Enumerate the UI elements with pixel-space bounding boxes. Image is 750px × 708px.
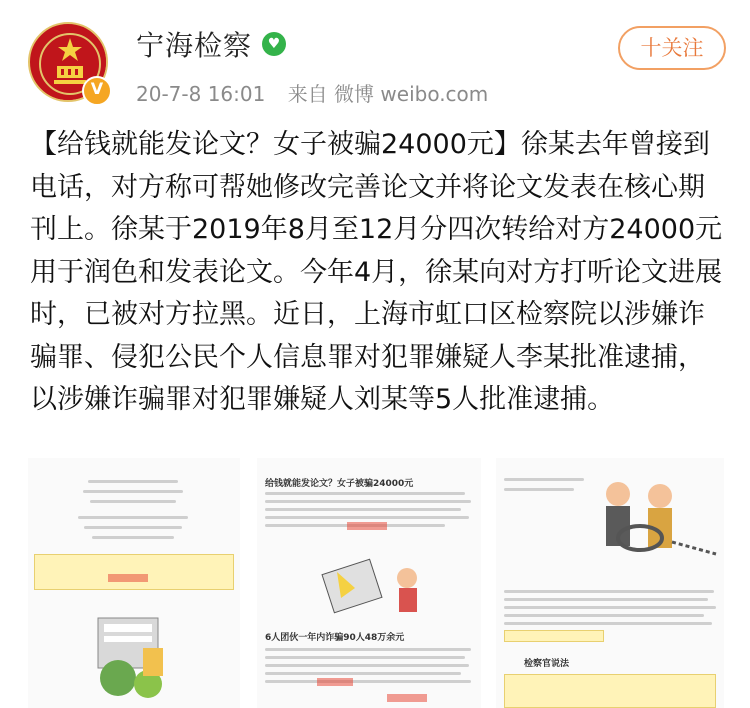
verified-badge-icon: V: [82, 76, 112, 106]
image-2-title: 给钱就能发论文？女子被骗24000元: [265, 479, 414, 489]
post-image-1[interactable]: [28, 458, 240, 708]
image-grid: [0, 458, 750, 708]
member-badge-icon: ♥: [262, 32, 286, 56]
post-image-3[interactable]: [496, 458, 724, 708]
handcuff-cartoon-icon: [590, 472, 720, 582]
post-image-2[interactable]: [257, 458, 481, 708]
image-3-caption: 检察官说法: [524, 659, 570, 669]
scam-cartoon-icon: [257, 548, 481, 618]
post-meta: [136, 78, 504, 107]
author-name[interactable]: 宁海检察: [136, 29, 253, 62]
post-header: [0, 0, 750, 112]
post-date: 20-7-8 16:01: [136, 82, 266, 106]
image-2-subtitle: 6人团伙一年内诈骗90人48万余元: [265, 633, 405, 643]
post-source: 来自 微博 weibo.com: [287, 82, 489, 106]
post-body: 【给钱就能发论文？女子被骗24000元】徐某去年曾接到电话，对方称可帮她修改完善论文并将论文发表在核心期刊上。徐某于2019年8月至12月分四次转给对方24000元用于润色和发表论文。今年4月，徐某向对方打听论文进展时，已被对方拉黑。近日，上海市虹口区检察院以涉嫌诈骗罪、侵犯公民个人信息罪对犯罪嫌疑人李某批准逮捕，以涉嫌诈骗罪对犯罪嫌疑人刘某等5人批准逮捕。: [30, 129, 723, 415]
follow-button[interactable]: 十关注: [618, 26, 726, 70]
money-cartoon-icon: [28, 598, 240, 708]
author-row: [136, 26, 286, 62]
